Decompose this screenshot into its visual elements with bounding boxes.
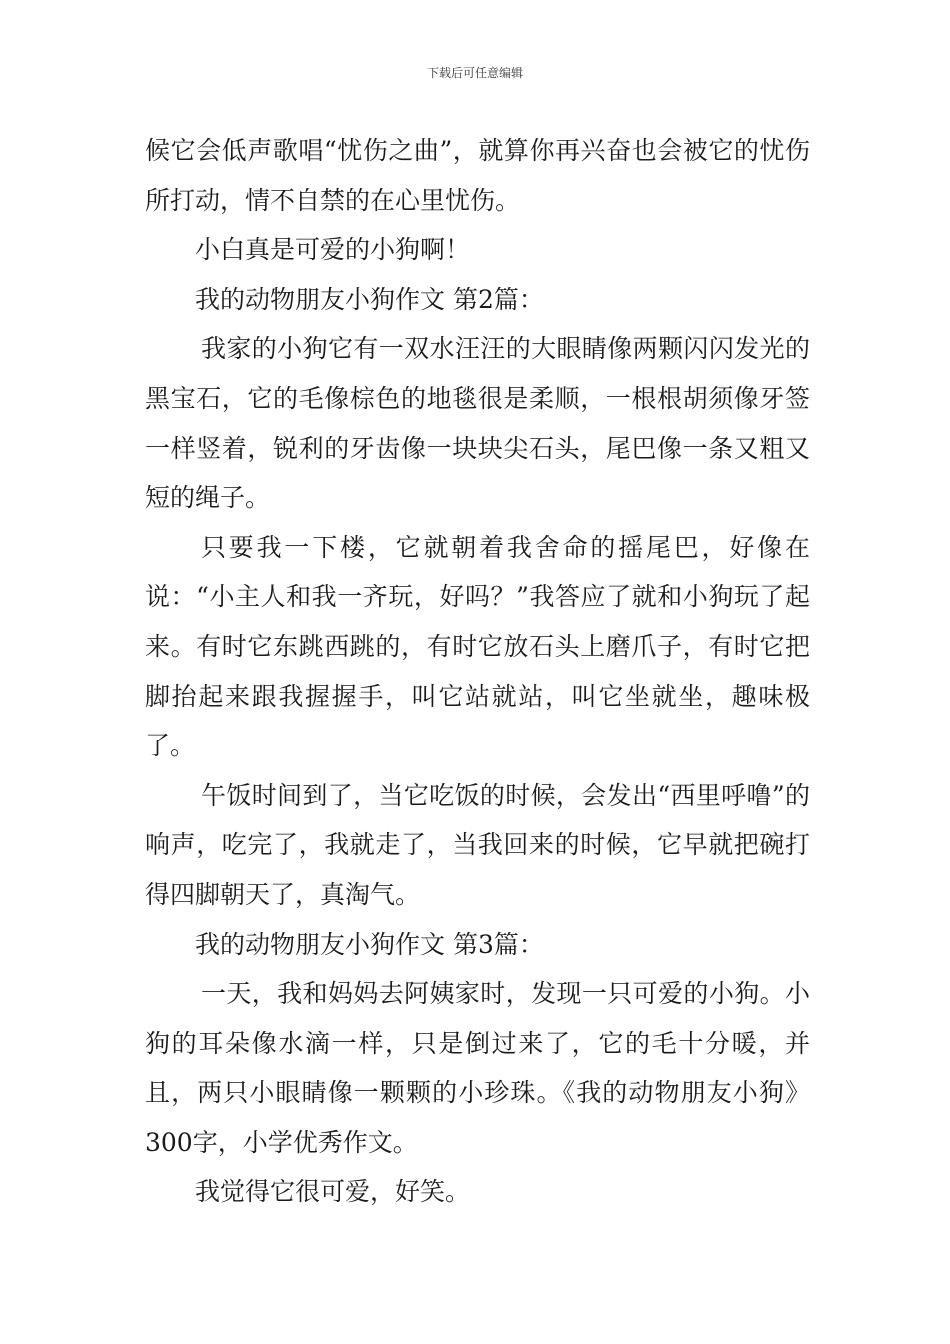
- section-heading: 我的动物朋友小狗作文 第3篇：: [195, 929, 544, 959]
- paragraph: 一天，我和妈妈去阿姨家时，发现一只可爱的小狗。小狗的耳朵像水滴一样，只是倒过来了，它的毛十分暖，并且，两只小眼睛像一颗颗的小珍珠。《我的动物朋友小狗》300字，小学优秀作文。: [145, 979, 810, 1157]
- page-header: 下载后可任意编辑: [426, 66, 523, 80]
- paragraph: 午饭时间到了，当它吃饭的时候，会发出“西里呼噜”的响声，吃完了，我就走了，当我回来的时候，它早就把碗打得四脚朝天了，真淘气。: [145, 780, 810, 909]
- paragraph: 我觉得它很可爱，好笑。: [195, 1177, 471, 1207]
- paragraph: 我家的小狗它有一双水汪汪的大眼睛像两颗闪闪发光的黑宝石，它的毛像棕色的地毯很是柔顺，一根根胡须像牙签一样竖着，锐利的牙齿像一块块尖石头，尾巴像一条又粗又短的绳子。: [145, 334, 810, 513]
- document-body: [145, 126, 810, 1217]
- section-heading: 我的动物朋友小狗作文 第2篇：: [195, 284, 544, 314]
- paragraph: 小白真是可爱的小狗啊！: [195, 235, 471, 265]
- paragraph-continuation: 候它会低声歌唱“忧伤之曲”，就算你再兴奋也会被它的忧伤所打动，情不自禁的在心里忧伤。: [145, 136, 810, 215]
- paragraph: 只要我一下楼，它就朝着我舍命的摇尾巴，好像在说：“小主人和我一齐玩，好吗？”我答应了就和小狗玩了起来。有时它东跳西跳的，有时它放石头上磨爪子，有时它把脚抬起来跟我握握手，叫它站就站，叫它坐就坐，趣味极了。: [145, 532, 810, 761]
